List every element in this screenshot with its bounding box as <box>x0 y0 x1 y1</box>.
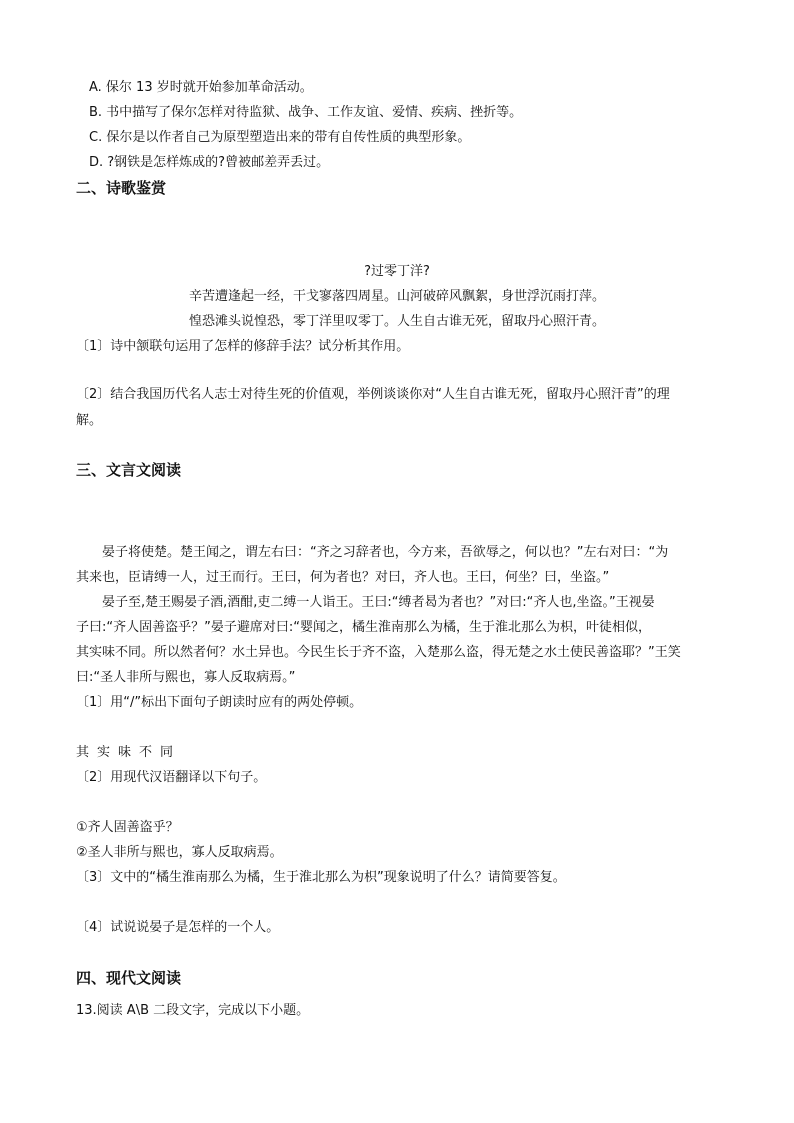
poetry-question-1: 〔1〕诗中颔联句运用了怎样的修辞手法？试分析其作用。 <box>76 339 410 354</box>
poem-line-1: 辛苦遭逢起一经，干戈寥落四周星。山河破碎风飘絮，身世浮沉雨打萍。 <box>188 289 605 304</box>
section-heading-classical: 三、文言文阅读 <box>76 461 182 479</box>
classical-question-1: 〔1〕用“/”标出下面句子朗读时应有的两处停顿。 <box>76 695 363 710</box>
modern-question-13: 13.阅读 A\B 二段文字，完成以下小题。 <box>76 1003 310 1018</box>
passage-para-2-line-3: 其实味不同。所以然者何？水土异也。今民生长于齐不盗，入楚那么盗，得无楚之水土使民善盗耶？”王笑 <box>76 645 681 660</box>
section-heading-poetry: 二、诗歌鉴赏 <box>76 179 167 197</box>
passage-para-2-line-2: 子曰:“齐人固善盗乎？”晏子避席对曰:“婴闻之，橘生淮南那么为橘，生于淮北那么为枳，叶徒相似， <box>76 620 651 635</box>
option-d: D. ?钢铁是怎样炼成的?曾被邮差弄丢过。 <box>89 155 330 170</box>
option-b: B. 书中描写了保尔怎样对待监狱、战争、工作友谊、爱情、疾病、挫折等。 <box>89 105 523 120</box>
passage-para-2-line-1: 晏子至,楚王赐晏子酒,酒酣,吏二缚一人诣王。王曰:“缚者曷为者也？”对曰:“齐人也,坐盗。”王视晏 <box>102 595 655 610</box>
passage-para-1-line-2: 其来也，臣请缚一人，过王而行。王曰，何为者也？对曰，齐人也。王曰，何坐？曰，坐盗。” <box>76 570 610 585</box>
classical-question-1-sentence: 其实味不同 <box>76 745 182 760</box>
option-c: C. 保尔是以作者自己为原型塑造出来的带有自传性质的典型形象。 <box>89 130 471 145</box>
passage-para-2-line-4: 曰:“圣人非所与熙也，寡人反取病焉。” <box>76 670 296 685</box>
classical-question-2-item-1: ①齐人固善盗乎？ <box>76 820 179 835</box>
classical-question-3: 〔3〕文中的“橘生淮南那么为橘，生于淮北那么为枳”现象说明了什么？请简要答复。 <box>76 870 566 885</box>
section-heading-modern: 四、现代文阅读 <box>76 969 182 987</box>
classical-question-2-item-2: ②圣人非所与熙也，寡人反取病焉。 <box>76 845 283 860</box>
option-a: A. 保尔 13 岁时就开始参加革命活动。 <box>89 80 313 95</box>
classical-question-4: 〔4〕试说说晏子是怎样的一个人。 <box>76 920 280 935</box>
poetry-question-2-line-1: 〔2〕结合我国历代名人志士对待生死的价值观，举例谈谈你对“人生自古谁无死，留取丹心照汗青”的理 <box>76 387 670 402</box>
classical-question-2: 〔2〕用现代汉语翻译以下句子。 <box>76 770 267 785</box>
poem-line-2: 惶恐滩头说惶恐，零丁洋里叹零丁。人生自古谁无死，留取丹心照汗青。 <box>188 314 605 329</box>
poetry-question-2-line-2: 解。 <box>76 413 103 428</box>
poem-title: ?过零丁洋? <box>364 264 430 279</box>
passage-para-1-line-1: 晏子将使楚。楚王闻之，谓左右曰：“齐之习辞者也，今方来，吾欲辱之，何以也？”左右对曰：“为 <box>102 545 669 560</box>
